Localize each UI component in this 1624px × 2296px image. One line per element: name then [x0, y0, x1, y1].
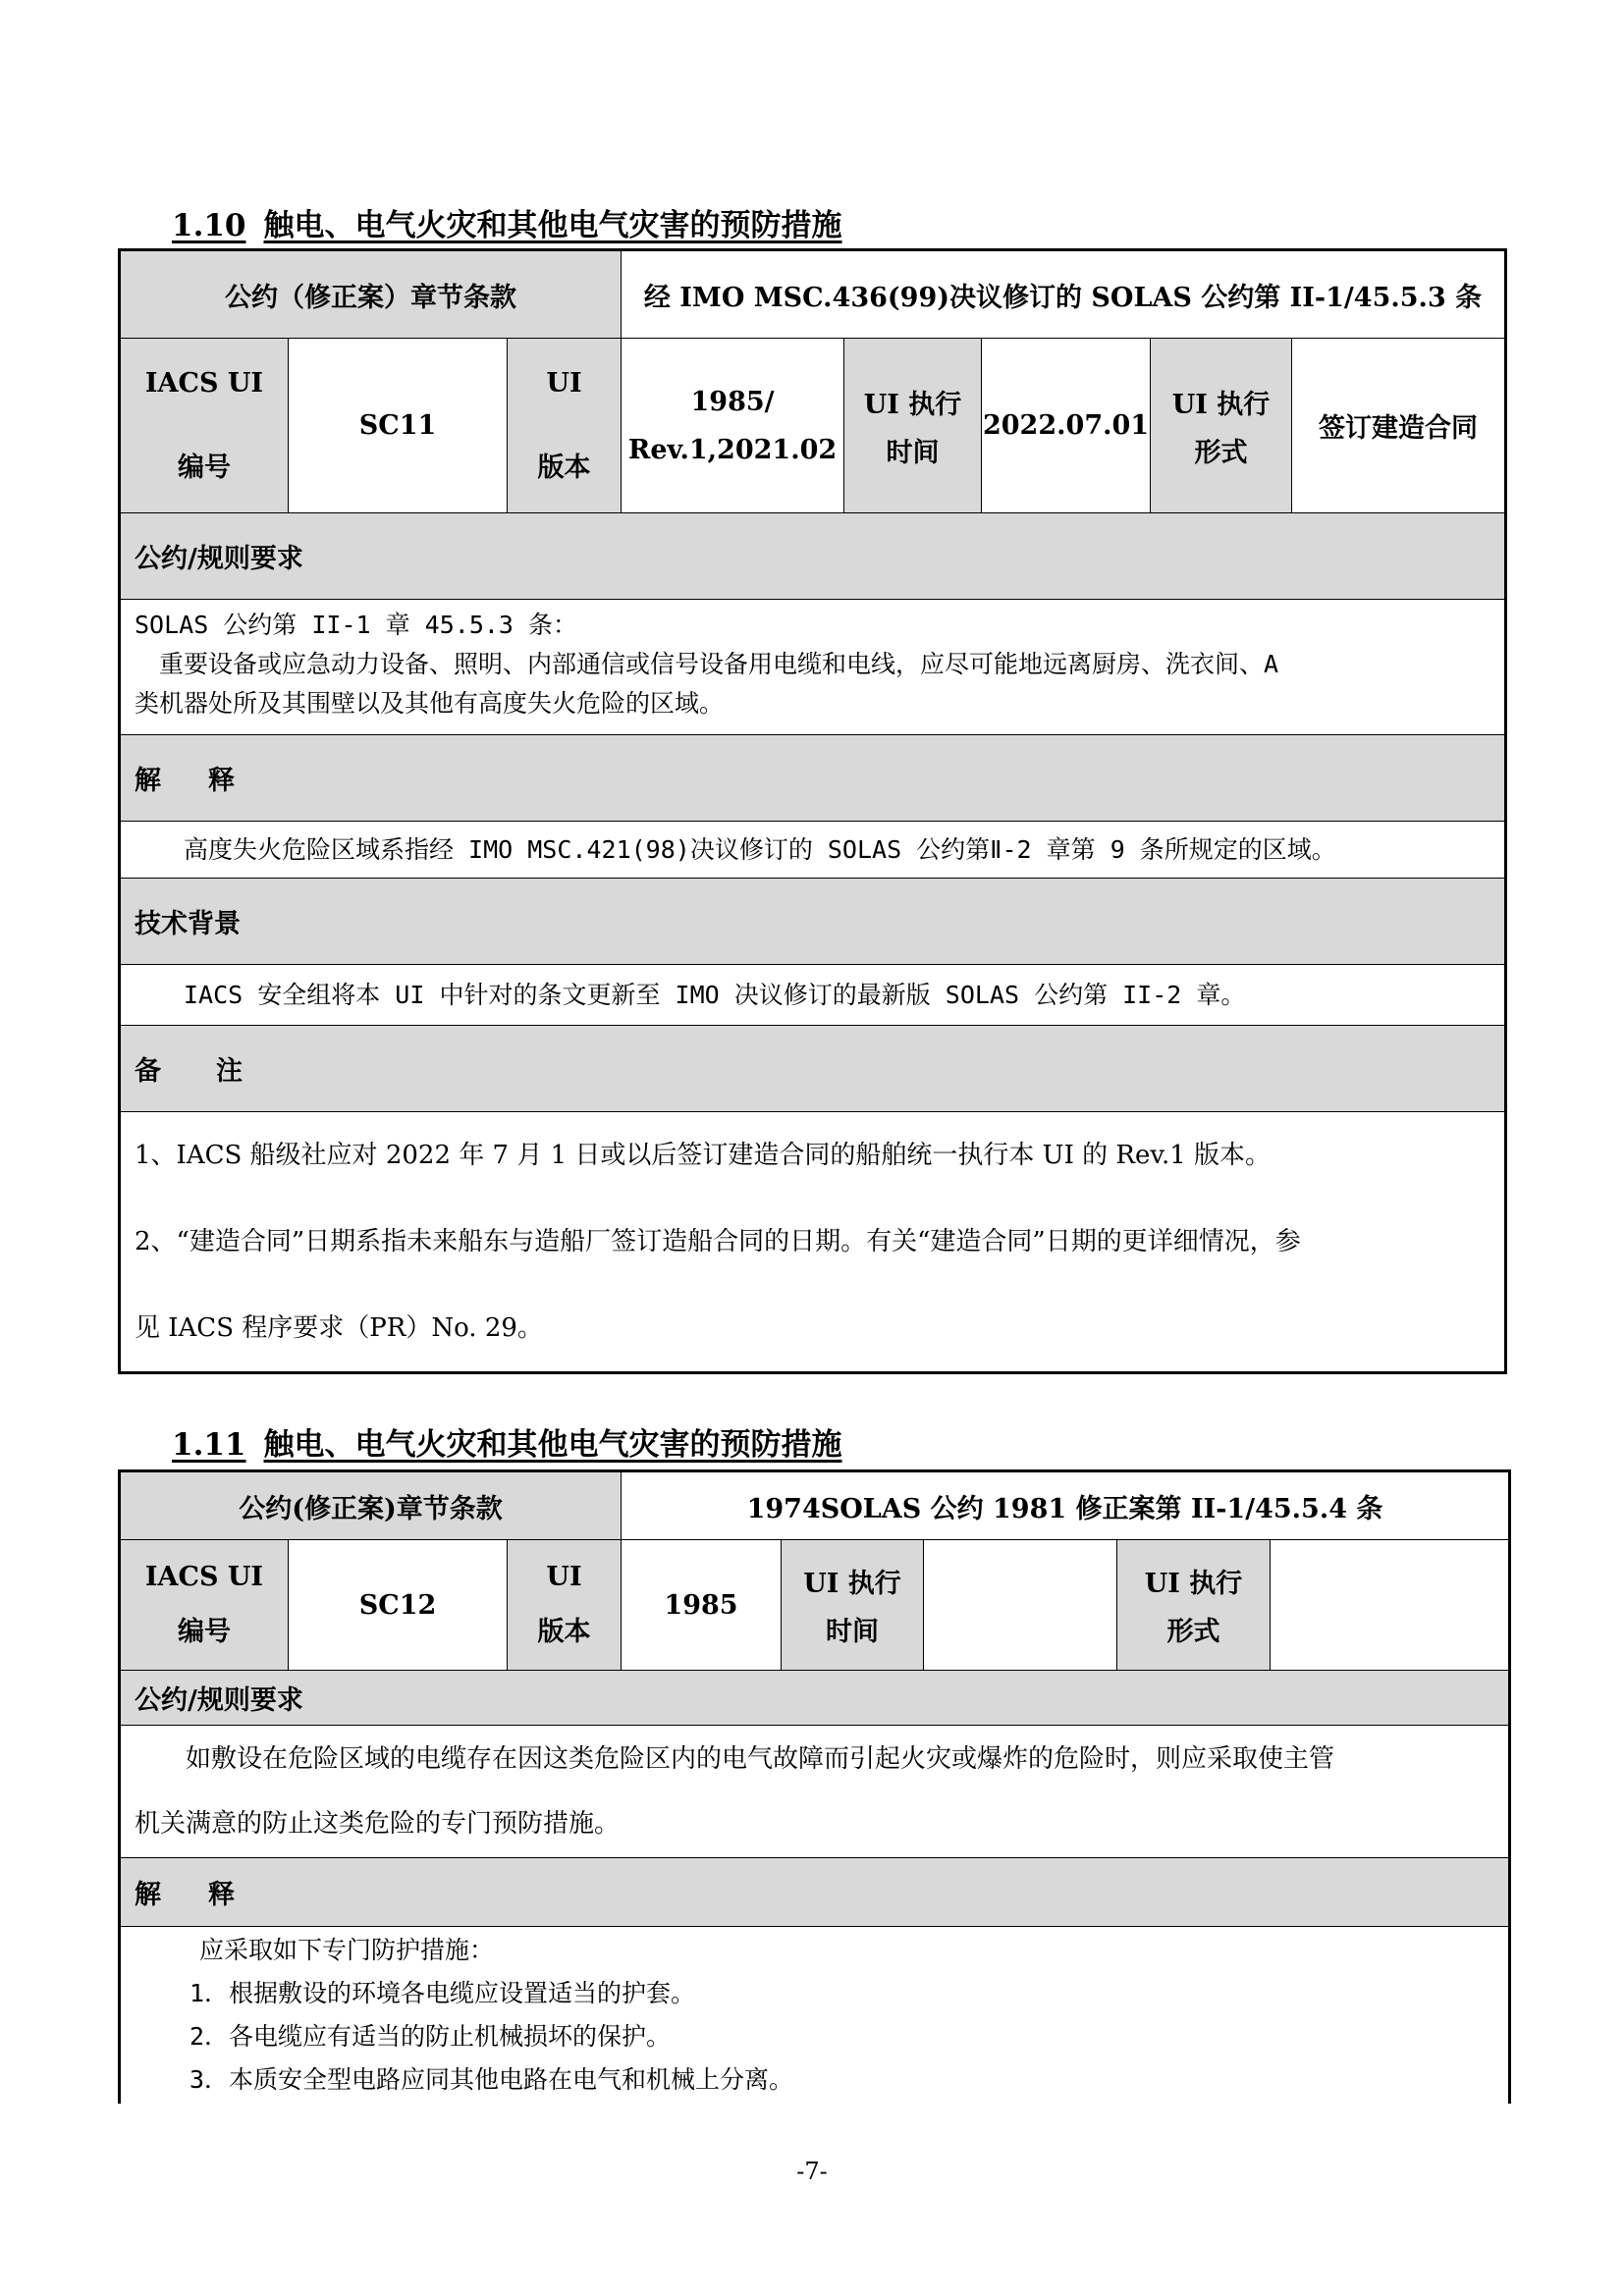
requirement-title: 公约/规则要求: [120, 1671, 1510, 1726]
interpretation-body: [120, 1927, 1510, 2104]
page-number: -7-: [796, 2158, 828, 2185]
notes-body: [120, 1112, 1506, 1373]
ui-form-value: 签订建造合同: [1292, 339, 1506, 513]
note-item: 1、IACS 船级社应对 2022 年 7 月 1 日或以后签订建造合同的船舶统一执行本 UI 的 Rev.1 版本。: [135, 1141, 1272, 1170]
ui-table-sc11: [118, 248, 1507, 1374]
interpretation-line: 2．各电缆应有适当的防止机械损坏的保护。: [189, 2022, 672, 2051]
requirement-title: 公约/规则要求: [120, 513, 1506, 600]
convention-label: 公约(修正案)章节条款: [120, 1471, 622, 1540]
convention-label: 公约（修正案）章节条款: [120, 250, 622, 339]
interpretation-body: 高度失火危险区域系指经 IMO MSC.421(98)决议修订的 SOLAS 公约第Ⅱ-2 章第 9 条所规定的区域。: [120, 822, 1506, 879]
ui-time-value: 2022.07.01: [982, 339, 1151, 513]
convention-value: 1974SOLAS 公约 1981 修正案第 II-1/45.5.4 条: [622, 1471, 1510, 1540]
section-number: 1.10: [172, 208, 246, 243]
ui-version-label: UI 版本: [508, 1540, 622, 1671]
requirement-line: 如敷设在危险区域的电缆存在因这类危险区内的电气故障而引起火灾或爆炸的危险时，则应采取使主管: [186, 1744, 1335, 1774]
requirement-line: SOLAS 公约第 II-1 章 45.5.3 条：: [135, 611, 578, 639]
ui-form-value: [1271, 1540, 1510, 1671]
section-heading-1-11: [172, 1425, 842, 1465]
requirement-body: [120, 600, 1506, 735]
section-number: 1.11: [172, 1427, 246, 1463]
interpretation-title: 解 释: [120, 1858, 1510, 1927]
background-title: 技术背景: [120, 879, 1506, 965]
ui-number-value: SC12: [289, 1540, 508, 1671]
notes-title: 备 注: [120, 1026, 1506, 1112]
ui-time-label: UI 执行 时间: [782, 1540, 924, 1671]
ui-number-label: IACS UI 编号: [120, 1540, 289, 1671]
note-item: 2、“建造合同”日期系指未来船东与造船厂签订造船合同的日期。有关“建造合同”日期的更详细情况，参: [135, 1227, 1301, 1256]
section-title: 触电、电气火灾和其他电气灾害的预防措施: [263, 208, 842, 243]
interpretation-line: 1．根据敷设的环境各电缆应设置适当的护套。: [189, 1979, 696, 2007]
section-title: 触电、电气火灾和其他电气灾害的预防措施: [263, 1427, 842, 1463]
interpretation-title: 解 释: [120, 735, 1506, 822]
ui-version-label: UI 版本: [508, 339, 622, 513]
ui-version-value: 1985: [622, 1540, 782, 1671]
ui-version-value: 1985/ Rev.1,2021.02: [622, 339, 844, 513]
requirement-line: 重要设备或应急动力设备、照明、内部通信或信号设备用电缆和电线，应尽可能地远离厨房、洗衣间、A: [159, 650, 1279, 678]
requirement-line: 类机器处所及其围壁以及其他有高度失火危险的区域。: [135, 689, 725, 718]
convention-value: 经 IMO MSC.436(99)决议修订的 SOLAS 公约第 II-1/45.5.3 条: [622, 250, 1506, 339]
background-body: IACS 安全组将本 UI 中针对的条文更新至 IMO 决议修订的最新版 SOLAS 公约第 II-2 章。: [120, 965, 1506, 1026]
ui-time-label: UI 执行 时间: [844, 339, 982, 513]
ui-table-sc12: [118, 1469, 1511, 2104]
note-item: 见 IACS 程序要求（PR）No. 29。: [135, 1313, 543, 1343]
ui-form-label: UI 执行 形式: [1151, 339, 1292, 513]
requirement-body: [120, 1726, 1510, 1858]
ui-form-label: UI 执行 形式: [1117, 1540, 1271, 1671]
requirement-line: 机关满意的防止这类危险的专门预防措施。: [135, 1809, 621, 1839]
interpretation-line: 应采取如下专门防护措施：: [199, 1936, 495, 1964]
ui-number-label: IACS UI 编号: [120, 339, 289, 513]
ui-time-value: [924, 1540, 1117, 1671]
interpretation-line: 3．本质安全型电路应同其他电路在电气和机械上分离。: [189, 2065, 794, 2094]
section-heading-1-10: [172, 206, 842, 245]
ui-number-value: SC11: [289, 339, 508, 513]
